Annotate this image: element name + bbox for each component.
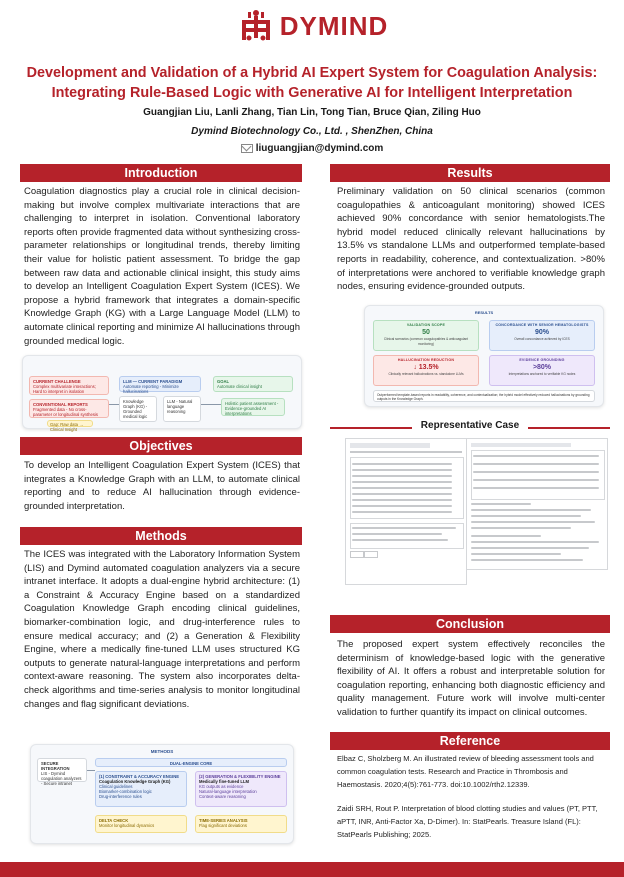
engine-1-item: Clinical guidelines [99, 784, 133, 789]
introduction-heading: Introduction [20, 164, 302, 182]
footer-bar [0, 862, 624, 877]
conventional-box: CONVENTIONAL REPORTS Fragmented data - No cross-parameter or longitudinal synthesis [29, 399, 109, 418]
challenge-box: CURRENT CHALLENGE Complex multivariate interactions; Hard to interpret in isolation [29, 376, 109, 395]
introduction-text: Coagulation diagnostics play a crucial role in clinical decision-making but involve complex multivariate interactions that are challenging to interpret in isolation. Conventional laboratory reports often provide fragmented data without synthesizing cross-parameter relationships or longitudinal trends, thereby limiting their value for holistic patient assessment. To bridge the gap between raw data and actionable clinical insight, this study aims to develop an Intelligent Coagulation Expert System (ICES). We propose a hybrid framework that integrates a domain-specific Knowledge Graph (KG) with a Large Language Model (LLM) to automate clinical reporting and minimize AI hallucinations through grounded medical logic. [24, 186, 300, 347]
llm-box: LLM — CURRENT PARADIGM Automate reporting - Minimize hallucinations [119, 376, 201, 392]
llm-reasoning-box: LLM - Natural language reasoning [163, 396, 201, 422]
email-text: liuguangjian@dymind.com [255, 143, 384, 154]
reference-item: Elbaz C, Sholzberg M. An illustrated review of bleeding assessment tools and common coagulation tests. Research and Practice in Thrombosis and Haemostasis. 2020;4(5):761-773. doi:10.1002/rth2.12339. [337, 754, 594, 789]
outcome-box: Holistic patient assessment - Evidence-grounded AI interpretations [221, 398, 285, 416]
engine-2-item: KG outputs as evidence [199, 784, 244, 789]
methods-figure [30, 744, 294, 844]
engine-1-box: (1) CONSTRAINT & ACCURACY ENGINE Coagulation Knowledge Graph (KG) Clinical guidelines Biomarker-combination logic Drug-interference rules [95, 771, 187, 807]
time-series-box: TIME-SERIES ANALYSIS Flag significant deviations [195, 815, 287, 833]
engine-2-item: Natural-language interpretation [199, 789, 257, 794]
stat-card-grounding: EVIDENCE GROUNDING >80% Interpretations anchored to verifiable KG nodes [489, 355, 595, 386]
conclusion-text: The proposed expert system effectively reconciles the determinism of knowledge-based logic with the generative flexibility of AI. It offers a robust and interpretable solution for coagulation reporting, enhancing both diagnostic efficiency and quality management. Future work will involve multi-center validation to further quantify its impact on clinical outcomes. [337, 639, 605, 718]
engine-2-item: Context-aware reasoning [199, 794, 246, 799]
methods-text: The ICES was integrated with the Laboratory Information System (LIS) and Dymind automated coagulation analyzers via a secure intranet interface. It adopts a dual-engine hybrid architecture: (1) a Constraint & Accuracy Engine based on a standardized Coagulation Knowledge Graph encoding clinical guidelines, biomarker-combination logic, and drug-interference rules to ensure medical accuracy; and (2) a Generation & Flexibility Engine, where a medically fine-tuned LLM uses structured KG outputs to generate natural-language interpretations and perform context-aware reasoning. The system also incorporates delta-check algorithms and time-series analysis to monitor longitudinal changes and flag significant deviations. [24, 549, 300, 710]
mail-icon [241, 144, 253, 153]
reference-item: Zaidi SRH, Rout P. Interpretation of blood clotting studies and values (PT, PTT, aPTT, INR, Anti-Factor Xa, D-Dimer). In: StatPearls. Treasure Island (FL): StatPearls Publishing; 2025. [337, 804, 598, 839]
arrow-connector [87, 770, 95, 771]
dual-engine-label: DUAL-ENGINE CORE [95, 758, 287, 767]
engine-1-item: Drug-interference rules [99, 794, 142, 799]
results-text: Preliminary validation on 50 clinical scenarios (common coagulopathies & anticoagulant monitoring) showed ICES achieved 90% concordance with senior hematologists.The hybrid model reduced clinically relevant hallucinations by 13.5% vs standalone LLMs and outperformed template-based reports in readability, coherence, and contextualization. >80% of interpretations were anchored to verifiable knowledge graph nodes, ensuring evidence-grounded outputs. [337, 186, 605, 293]
dymind-logo-icon [236, 8, 276, 44]
conclusion-heading: Conclusion [330, 615, 610, 633]
engine-2-box: (2) GENERATION & FLEXIBILITY ENGINE Medically fine-tuned LLM KG outputs as evidence Natural-language interpretation Context-aware reasoning [195, 771, 287, 807]
results-heading: Results [330, 164, 610, 182]
methods-figure-title: METHODS [150, 749, 174, 754]
case-screenshot-interpretation [466, 438, 608, 570]
stat-card-concordance: CONCORDANCE WITH SENIOR HEMATOLOGISTS 90% Overall concordance achieved by ICES [489, 320, 595, 351]
methods-heading: Methods [20, 527, 302, 545]
arrow-connector [201, 404, 221, 405]
results-figure [364, 305, 604, 407]
representative-case-heading: Representative Case [412, 420, 528, 434]
results-summary: Outperformed template-based reports in readability, coherence, and contextualization; the hybrid model effectively reduced hallucinations by grounding outputs in the Knowledge Graph. [373, 390, 595, 402]
stat-card-hallucination: HALLUCINATION REDUCTION ↓ 13.5% Clinically relevant hallucinations vs. standalone LLMs [373, 355, 479, 386]
objectives-heading: Objectives [20, 437, 302, 455]
contact-email[interactable] [0, 143, 624, 154]
delta-check-box: DELTA CHECK Monitor longitudinal dynamics [95, 815, 187, 833]
kg-box: Knowledge Graph (KG) - Grounded medical logic [119, 396, 157, 422]
integration-box: SECURE INTEGRATION LIS - Dymind coagulation analyzers - Secure intranet [37, 758, 87, 782]
representative-case-header [330, 420, 610, 434]
paper-title: Development and Validation of a Hybrid AI Expert System for Coagulation Analysis: Integrating Rule-Based Logic with Generative AI for Intelligent Interpretation [26, 65, 598, 101]
goal-box: GOAL Automate clinical insight [213, 376, 293, 392]
engine-1-item: Biomarker-combination logic [99, 789, 152, 794]
brand-header [0, 8, 624, 48]
results-figure-title: RESULTS [474, 310, 494, 315]
objectives-text: To develop an Intelligent Coagulation Expert System (ICES) that integrates a Knowledge Graph with an LLM, to automate clinical reporting and to reduce AI hallucination through evidence-grounded interpretation. [24, 460, 300, 512]
author-list: Guangjian Liu, Lanli Zhang, Tian Lin, Tong Tian, Bruce Qian, Ziling Huo [143, 107, 481, 118]
stat-card-validation: VALIDATION SCOPE 50 Clinical scenarios (common coagulopathies & anticoagulant monitoring) [373, 320, 479, 351]
affiliation: Dymind Biotechnology Co., Ltd. , ShenZhen, China [191, 126, 433, 137]
case-screenshot-report [345, 438, 467, 585]
brand-name: DYMIND [279, 10, 389, 41]
introduction-figure [22, 355, 302, 432]
gap-label: Gap: Raw data → Clinical Insight [47, 420, 93, 427]
reference-heading: Reference [330, 732, 610, 750]
arrow-connector [109, 404, 119, 405]
